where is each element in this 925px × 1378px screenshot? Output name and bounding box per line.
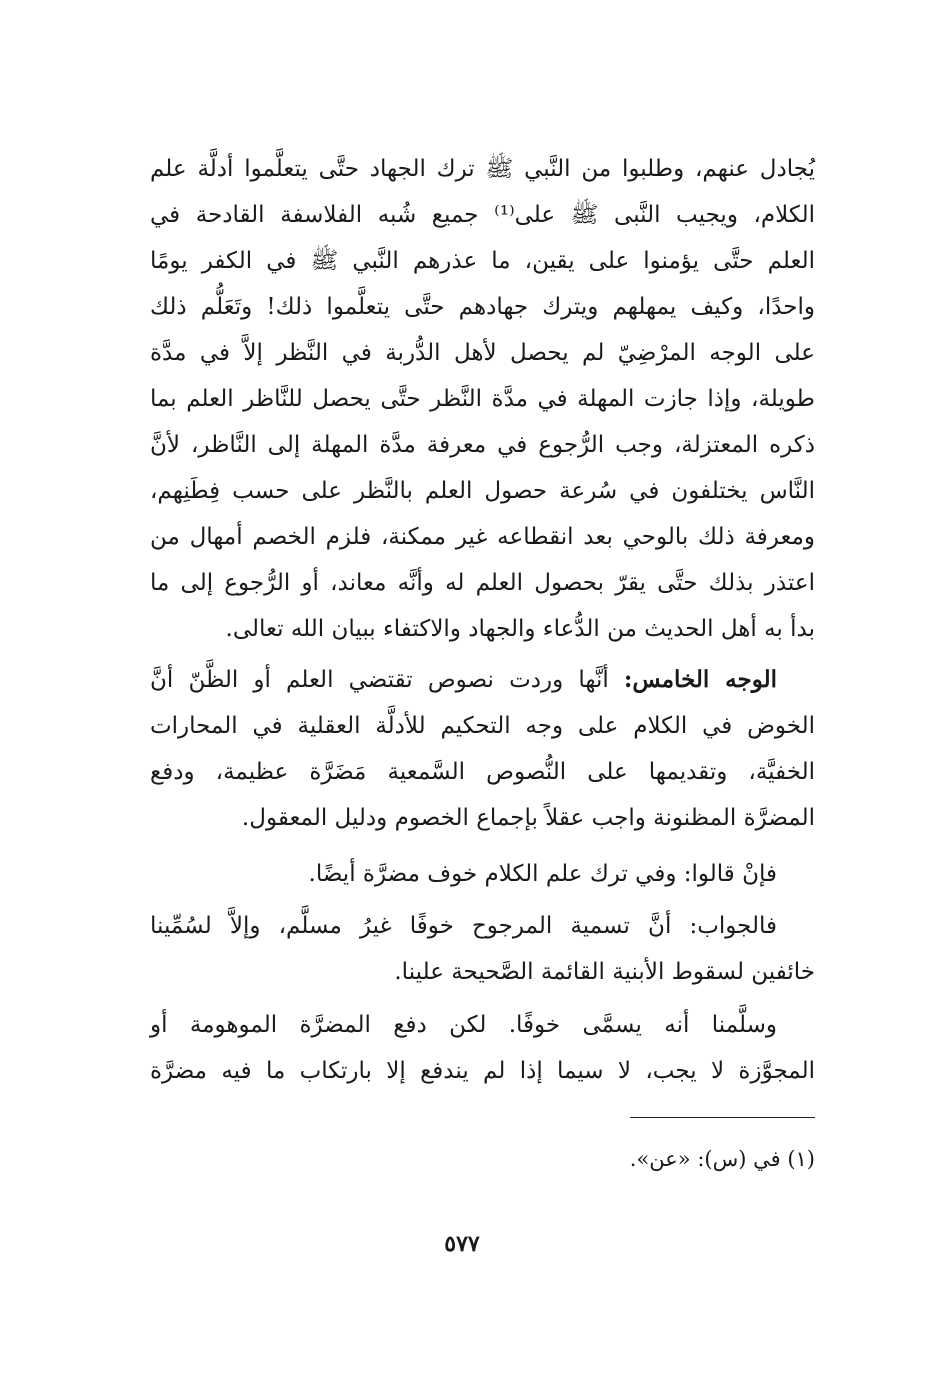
text-line: فإنْ قالوا: وفي ترك علم الكلام خوف مضرَّة أيضًا. [308, 861, 777, 887]
text-line: يُجادل عنهم، وطلبوا من النَّبي ﷺ ترك الجهاد حتَّى يتعلَّموا أدلَّة علم [150, 156, 815, 182]
text-line: ذكره المعتزلة، وجب الرُّجوع في معرفة مدَّة المهلة إلى النَّاظر، لأنَّ [150, 432, 815, 458]
text-line: الخفيَّة، وتقديمها على النُّصوص السَّمعية مَضَرَّة عظيمة، ودفع [150, 759, 815, 785]
text-line: ومعرفة ذلك بالوحي بعد انقطاعه غير ممكنة، فلزم الخصم أمهال من [150, 524, 815, 550]
text-line: بدأ به أهل الحديث من الدُّعاء والجهاد والاكتفاء ببيان الله تعالى. [225, 616, 815, 642]
text-line: وسلَّمنا أنه يسمَّى خوفًا. لكن دفع المضرَّة الموهومة أو [150, 1012, 777, 1038]
paragraph-2 [150, 657, 815, 841]
paragraph-4 [150, 903, 815, 995]
footnote-divider [630, 1117, 815, 1118]
text-line: الكلام، ويجيب النَّبى ﷺ على⁽¹⁾ جميع شُبه الفلاسفة القادحة في [150, 202, 815, 228]
text-span: أنَّها وردت نصوص تقتضي العلم أو الظَّنّ أنَّ [150, 667, 624, 693]
text-line: المجوَّزة لا يجب، لا سيما إذا لم يندفع إلا بارتكاب ما فيه مضرَّة [150, 1058, 815, 1084]
text-line: فالجواب: أنَّ تسمية المرجوح خوفًا غيرُ مسلَّم، وإلاَّ لسُمِّينا [150, 913, 777, 939]
text-line: العلم حتَّى يؤمنوا على يقين، ما عذرهم النَّبي ﷺ في الكفر يومًا [150, 248, 815, 274]
text-line: خائفين لسقوط الأبنية القائمة الصَّحيحة علينا. [394, 959, 815, 985]
text-line: النَّاس يختلفون في سُرعة حصول العلم بالنَّظر على حسب فِطَنِهم، [150, 478, 815, 504]
text-line [150, 657, 815, 703]
footnote: (١) في (س): «عن». [629, 1147, 815, 1171]
text-line: واحدًا، وكيف يمهلهم ويترك جهادهم حتَّى يتعلَّموا ذلك! وتَعَلُّم ذلك [150, 294, 815, 320]
text-line: المضرَّة المظنونة واجب عقلاً بإجماع الخصوم ودليل المعقول. [241, 805, 815, 831]
section-heading: الوجه الخامس: [623, 666, 777, 693]
text-line: اعتذر بذلك حتَّى يقرّ بحصول العلم له وأنَّه معاند، أو الرُّجوع إلى ما [150, 570, 815, 596]
paragraph-5 [150, 1002, 815, 1094]
text-line: الخوض في الكلام على وجه التحكيم للأدلَّة العقلية في المحارات [150, 713, 815, 739]
text-line: طويلة، وإذا جازت المهلة في مدَّة النَّظر حتَّى يحصل للنَّاظر العلم بما [150, 386, 815, 412]
page-number: ٥٧٧ [444, 1231, 480, 1257]
text-line: على الوجه المرْضِيّ لم يحصل لأهل الدُّربة في النَّظر إلاَّ في مدَّة [150, 340, 815, 366]
paragraph-1 [150, 146, 815, 652]
paragraph-3 [150, 851, 815, 897]
